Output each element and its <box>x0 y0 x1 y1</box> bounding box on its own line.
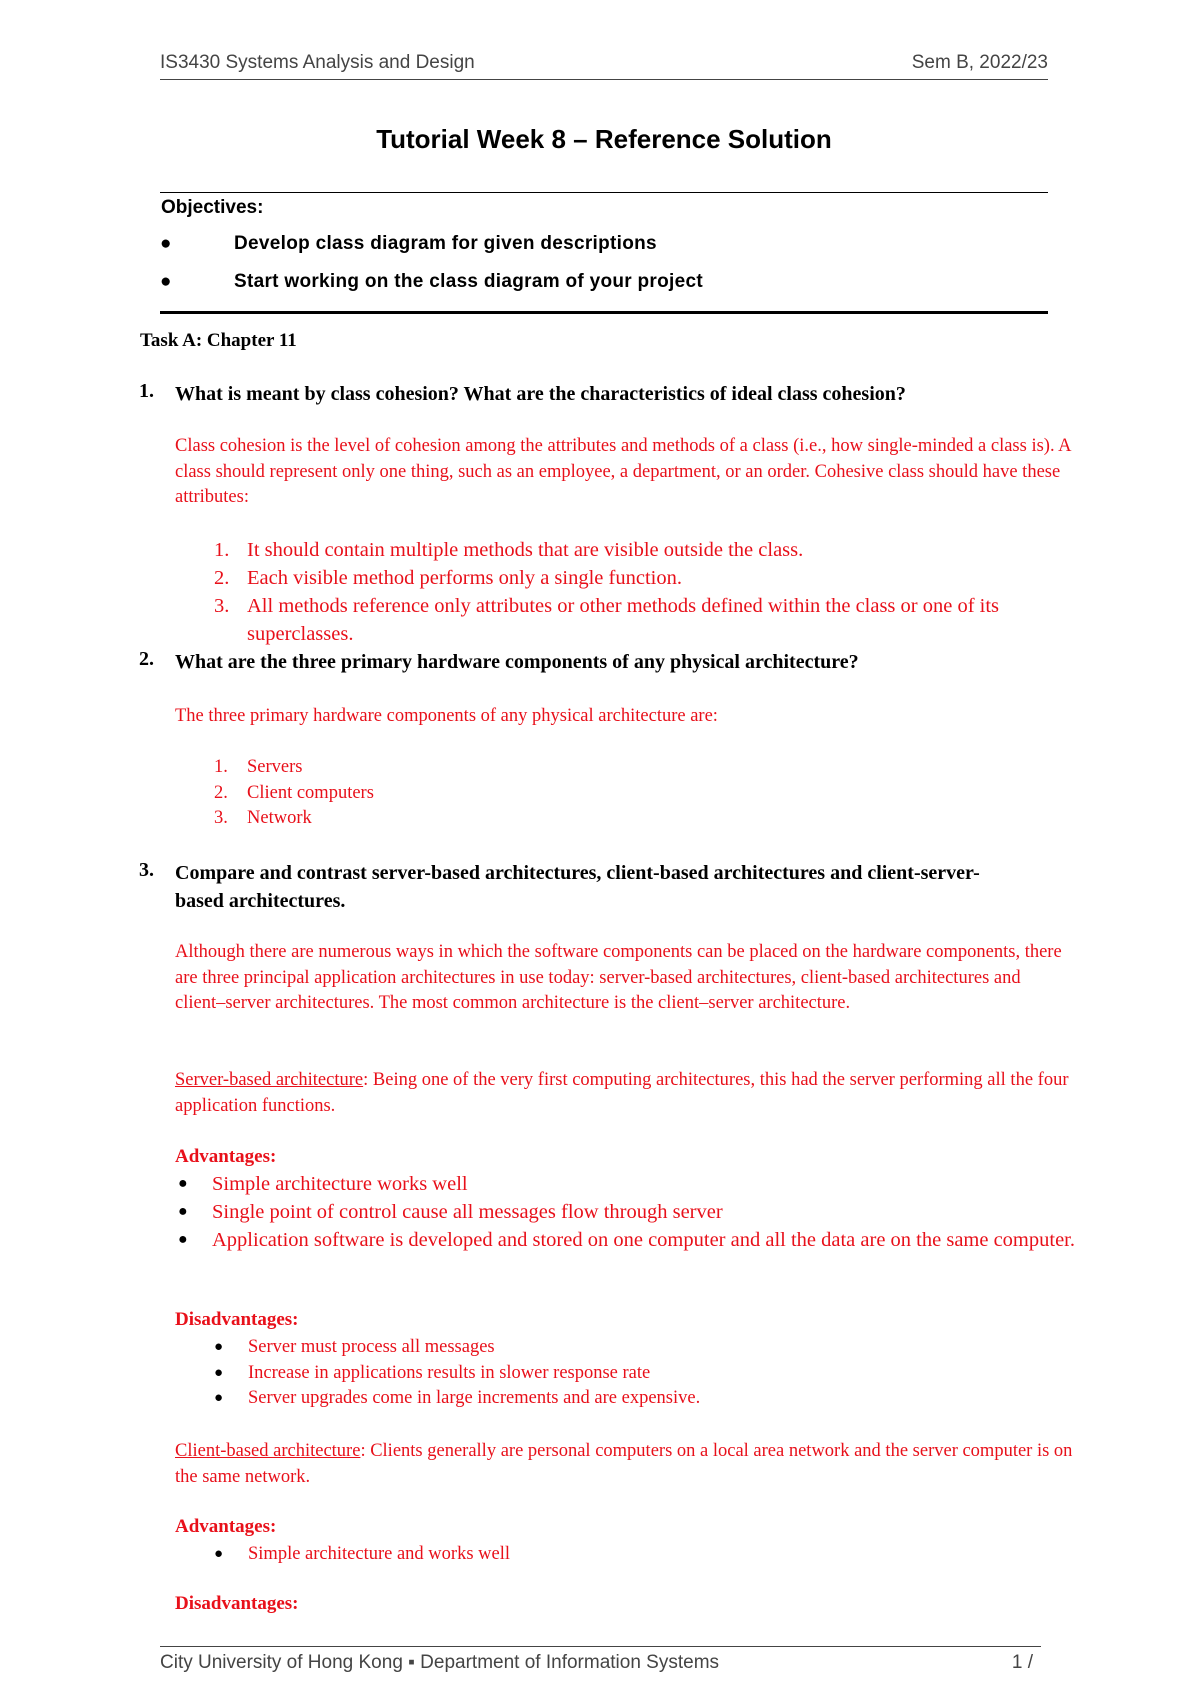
question-text: Compare and contrast server-based architectures, client-based architectures and client-server- based architectures. <box>175 862 980 912</box>
bullet-icon: ● <box>214 1339 224 1355</box>
bullet-icon: ● <box>160 271 172 292</box>
disadvantages-label: Disadvantages: <box>175 1309 299 1330</box>
answer-paragraph: Although there are numerous ways in which the software components can be placed on the hardware components, there are three principal application architectures in use today: server-based architectures, client-based architectures and client–server architectures. The most common architecture is the client–server architecture. <box>175 942 1062 1013</box>
disadvantages-label: Disadvantages: <box>175 1593 299 1614</box>
task-heading: Task A: Chapter 11 <box>140 330 297 351</box>
term-link: Client-based architecture <box>175 1441 361 1461</box>
question-text: What are the three primary hardware components of any physical architecture? <box>175 651 859 673</box>
client-based-description: Client-based architecture: Clients generally are personal computers on a local area network and the server computer is on the same network. <box>175 1441 1073 1487</box>
bullet-icon: ● <box>178 1203 188 1220</box>
bullet-icon: ● <box>178 1175 188 1192</box>
header-semester: Sem B, 2022/23 <box>911 52 1048 73</box>
answer-paragraph: The three primary hardware components of any physical architecture are: <box>175 706 718 726</box>
objectives-bottom-rule <box>160 311 1048 314</box>
term-link: Server-based architecture <box>175 1070 364 1090</box>
footer-institution: City University of Hong Kong ▪ Department of Information Systems <box>160 1652 720 1673</box>
objectives-top-rule <box>160 192 1048 193</box>
objectives-label: Objectives: <box>161 197 264 218</box>
bullet-icon: ● <box>214 1546 224 1562</box>
bullet-icon: ● <box>214 1365 224 1381</box>
advantages-label: Advantages: <box>175 1516 277 1537</box>
bullet-icon: ● <box>214 1390 224 1406</box>
answer-paragraph: Class cohesion is the level of cohesion among the attributes and methods of a class (i.e., how single-minded a class is). A class should represent only one thing, such as an employee, a department, or an order. Cohesive class should have these attributes: <box>175 436 1071 507</box>
page-title: Tutorial Week 8 – Reference Solution <box>376 124 832 154</box>
page-number: 1 / <box>1011 1652 1033 1673</box>
header-rule <box>160 79 1048 80</box>
question-text: What is meant by class cohesion? What are the characteristics of ideal class cohesion? <box>175 383 906 405</box>
footer-rule <box>160 1646 1041 1647</box>
bullet-icon: ● <box>160 233 172 254</box>
bullet-icon: ● <box>178 1231 188 1248</box>
advantages-label: Advantages: <box>175 1146 277 1167</box>
header-course: IS3430 Systems Analysis and Design <box>160 52 475 73</box>
server-based-description: Server-based architecture: Being one of the very first computing architectures, this had the server performing all the four application functions. <box>175 1070 1069 1116</box>
